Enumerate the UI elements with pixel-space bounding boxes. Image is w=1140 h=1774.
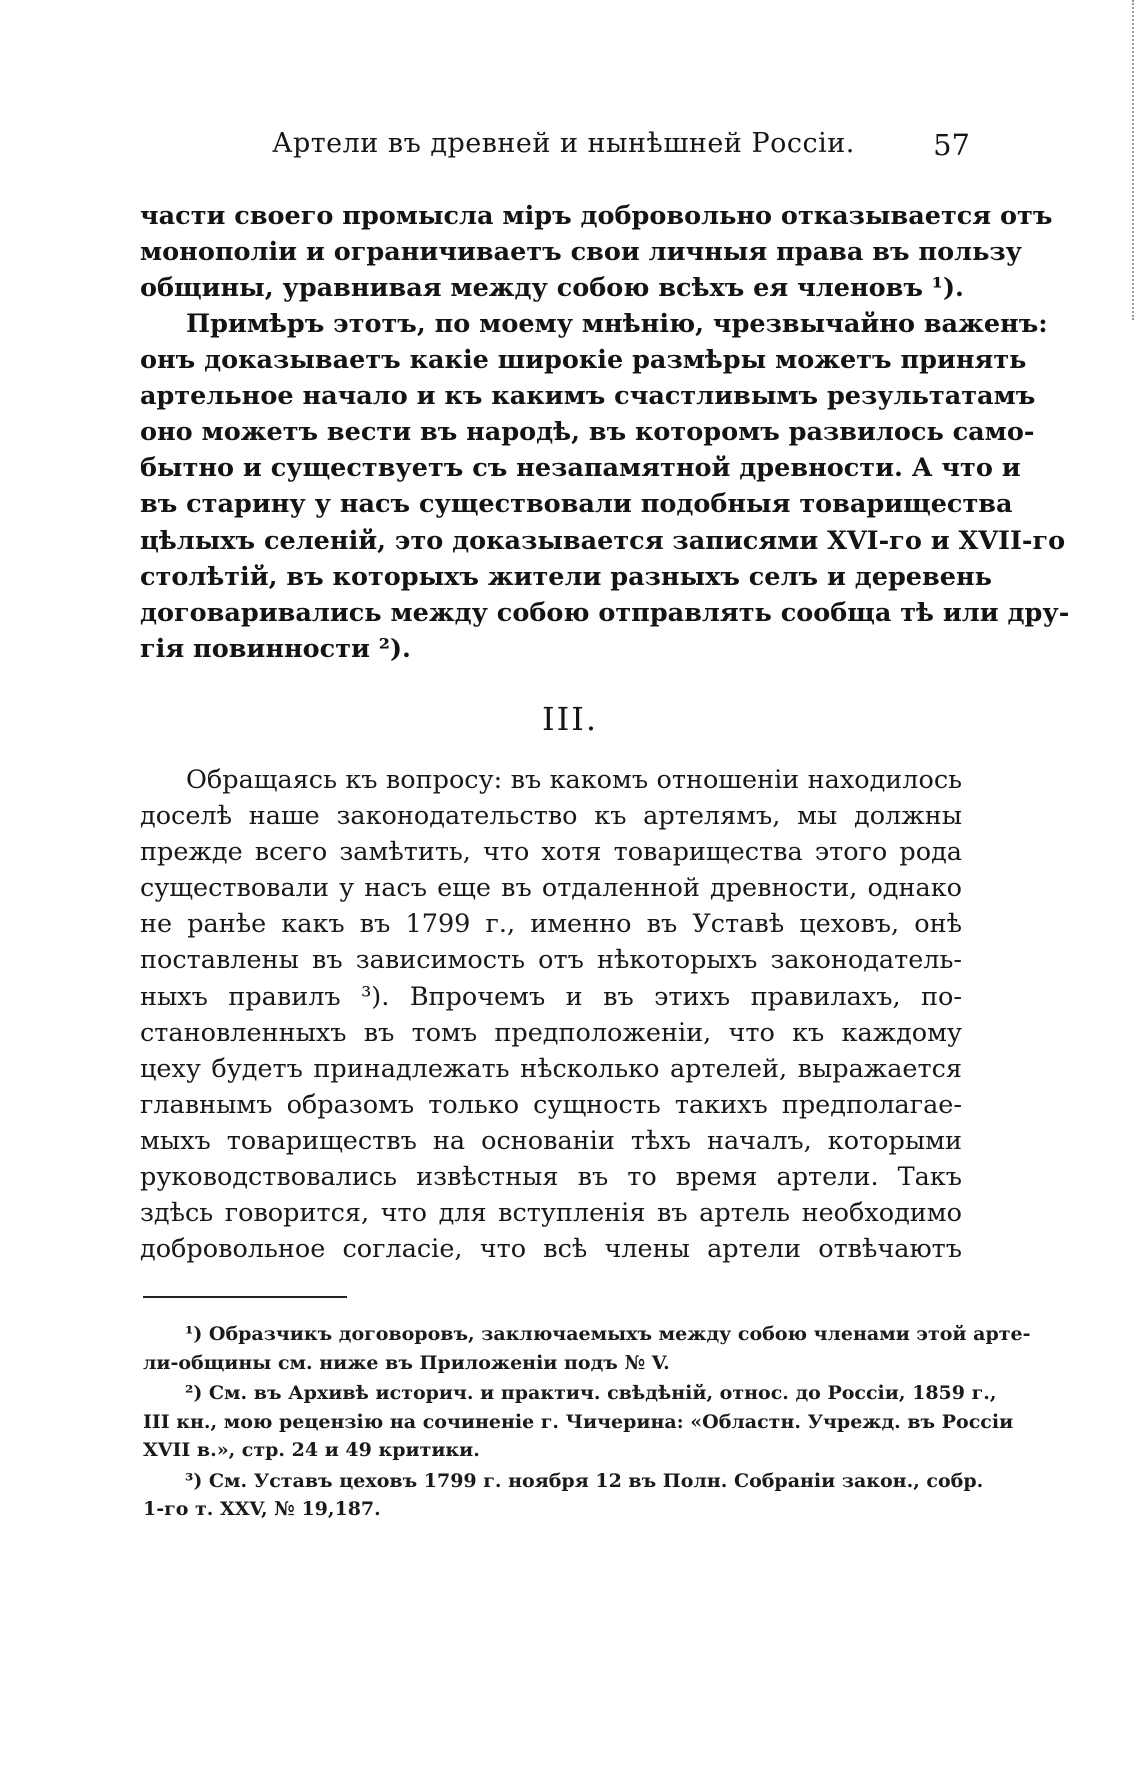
footnote-1 (143, 1320, 1031, 1377)
page-edge-shadow (1128, 0, 1134, 320)
text-line: въ старину у насъ существовали подобныя товарищества (140, 489, 1013, 520)
text-line: прежде всего замѣтить, что хотя товарищества этого рода (140, 837, 962, 868)
text-line: бытно и существуетъ съ незапамятной древности. А что и (140, 453, 1021, 484)
text-line: договаривались между собою отправлять сообща тѣ или дру- (140, 597, 1070, 628)
text-line: главнымъ образомъ только сущность такихъ предполагае- (140, 1089, 962, 1120)
footnote-line: III кн., мою рецензію на сочиненіе г. Чичерина: «Областн. Учрежд. въ Россіи (143, 1410, 1014, 1433)
text-line: руководствовались извѣстныя въ то время артели. Такъ (140, 1162, 962, 1193)
text-line: монополіи и ограничиваетъ свои личныя права въ пользу (140, 237, 1022, 268)
text-line: добровольное согласіе, что всѣ члены артели отвѣчаютъ (140, 1234, 962, 1265)
text-line: онъ доказываетъ какіе широкіе размѣры можетъ принять (140, 345, 1027, 376)
text-line: столѣтій, въ которыхъ жители разныхъ селъ и деревень (140, 561, 992, 592)
footnote-2 (143, 1379, 1014, 1465)
paragraph-example (140, 306, 1070, 667)
text-line: становленныхъ въ томъ предположеніи, что къ каждому (140, 1017, 962, 1048)
text-line: поставлены въ зависимость отъ нѣкоторыхъ законодатель- (140, 945, 962, 976)
text-line: цѣлыхъ селеній, это доказывается записями XVI-го и XVII-го (140, 525, 1066, 556)
paragraph-continuation (140, 198, 1053, 306)
page-number: 57 (933, 128, 970, 162)
text-line: оно можетъ вести въ народѣ, въ которомъ развилось само- (140, 417, 1035, 448)
footnotes (143, 1320, 1031, 1524)
text-line: цеху будетъ принадлежать нѣсколько артелей, выражается (140, 1053, 962, 1084)
text-line: Примѣръ этотъ, по моему мнѣнію, чрезвычайно важенъ: (186, 309, 1048, 339)
section-heading: III. (541, 700, 599, 738)
text-line: гія повинности ²). (140, 633, 411, 664)
footnote-3 (143, 1467, 984, 1524)
text-line: мыхъ товариществъ на основаніи тѣхъ началъ, которыми (140, 1125, 962, 1156)
text-line: ныхъ правилъ ³). Впрочемъ и въ этихъ правилахъ, по- (140, 981, 962, 1012)
text-line: доселѣ наше законодательство къ артелямъ, мы должны (140, 801, 962, 832)
text-line: существовали у насъ еще въ отдаленной древности, однако (140, 873, 962, 904)
running-title: Артели въ древней и нынѣшней Россіи. (272, 128, 855, 159)
footnote-line: ¹) Образчикъ договоровъ, заключаемыхъ между собою членами этой арте- (185, 1323, 1031, 1345)
text-line: артельное начало и къ какимъ счастливымъ результатамъ (140, 381, 1036, 412)
footnote-line: ли-общины см. ниже въ Приложеніи подъ № V. (143, 1351, 670, 1374)
running-head (140, 128, 970, 168)
paragraph-legislation (140, 762, 962, 1267)
footnote-divider (143, 1296, 347, 1298)
footnote-line: ²) См. въ Архивѣ историч. и практич. свѣдѣній, относ. до Россіи, 1859 г., (185, 1382, 997, 1404)
text-line: Обращаясь къ вопросу: въ какомъ отношеніи находилось (186, 765, 962, 795)
footnote-line: XVII в.», стр. 24 и 49 критики. (143, 1439, 480, 1461)
text-line: здѣсь говорится, что для вступленія въ артель необходимо (140, 1198, 962, 1229)
footnote-line: ³) См. Уставъ цеховъ 1799 г. ноября 12 въ Полн. Собраніи закон., собр. (185, 1469, 984, 1492)
text-line: части своего промысла міръ добровольно отказывается отъ (140, 201, 1053, 231)
footnote-line: 1-го т. XXV, № 19,187. (143, 1498, 381, 1520)
text-line: не ранѣе какъ въ 1799 г., именно въ Уставѣ цеховъ, онѣ (140, 909, 962, 940)
text-line: общины, уравнивая между собою всѣхъ ея членовъ ¹). (140, 273, 964, 304)
